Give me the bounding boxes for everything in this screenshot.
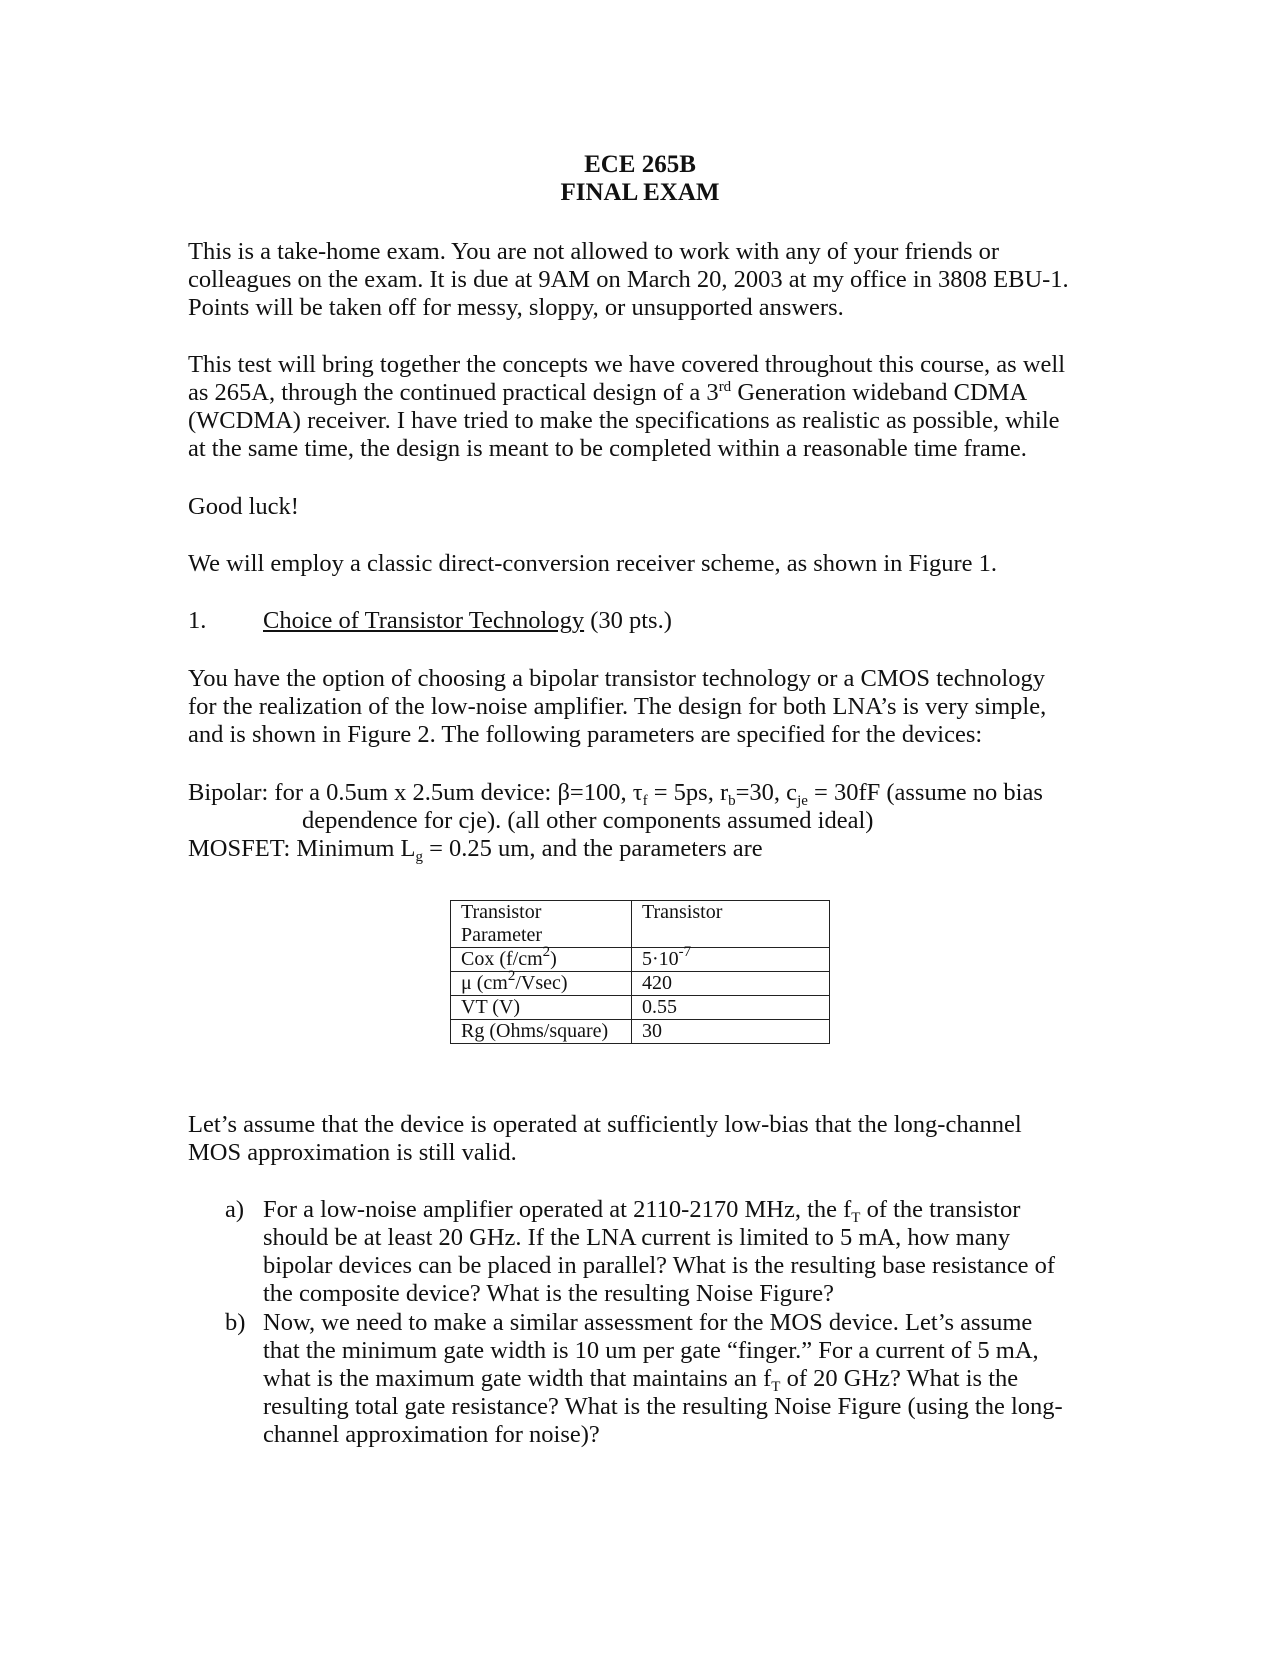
qb-l1: Now, we need to make a similar assessment for the MOS device. Let’s assume bbox=[263, 1309, 1033, 1336]
assume-line-1: Let’s assume that the device is operated at sufficiently low-bias that the long-channel bbox=[188, 1111, 1022, 1138]
scheme-sentence: We will employ a classic direct-conversion receiver scheme, as shown in Figure 1. bbox=[188, 550, 997, 577]
param-text: μ (cm bbox=[461, 972, 508, 994]
question-a-marker: a) bbox=[225, 1196, 245, 1223]
ft-subscript: T bbox=[771, 1379, 781, 1395]
param-cell: Rg (Ohms/square) bbox=[451, 1020, 632, 1044]
option-line-1: You have the option of choosing a bipolar transistor technology or a CMOS technology bbox=[188, 665, 1045, 692]
table-row bbox=[451, 972, 830, 996]
value-cell bbox=[632, 972, 830, 996]
header-param-text: Transistor Parameter bbox=[461, 901, 543, 946]
mosfet-spec bbox=[188, 834, 763, 863]
qb-l3b: of 20 GHz? What is the bbox=[780, 1365, 1019, 1392]
param-cell: VT (V) bbox=[451, 996, 632, 1020]
lg-subscript: g bbox=[415, 849, 423, 865]
question-b-line-5: channel approximation for noise)? bbox=[263, 1421, 600, 1448]
course-title: ECE 265B bbox=[584, 151, 696, 178]
rb-subscript: b bbox=[728, 793, 736, 809]
qb-l3a: what is the maximum gate width that maintains an f bbox=[263, 1365, 772, 1392]
question-b-line-2: that the minimum gate width is 10 um per gate “finger.” For a current of 5 mA, bbox=[263, 1337, 1039, 1364]
mosfet-b: = 0.25 um, and the parameters are bbox=[422, 835, 763, 862]
bipolar-c: =30, c bbox=[735, 779, 798, 806]
intro-line-3: Points will be taken off for messy, sloppy, or unsupported answers. bbox=[188, 294, 844, 321]
transistor-parameter-table bbox=[450, 900, 830, 1044]
table-header-param bbox=[451, 901, 632, 948]
ordinal-suffix: rd bbox=[718, 379, 732, 395]
section-1-points: (30 pts.) bbox=[584, 607, 672, 634]
mosfet-a: MOSFET: Minimum L bbox=[188, 835, 416, 862]
question-b-marker: b) bbox=[225, 1309, 246, 1336]
ft-subscript: T bbox=[851, 1210, 861, 1226]
value-cell bbox=[632, 944, 830, 972]
question-a-line-4: the composite device? What is the resulting Noise Figure? bbox=[263, 1280, 835, 1307]
assume-line-2: MOS approximation is still valid. bbox=[188, 1139, 517, 1166]
bipolar-d: = 30fF (assume no bias bbox=[807, 779, 1043, 806]
exam-title: FINAL EXAM bbox=[560, 179, 720, 206]
value-text: 5·10 bbox=[642, 948, 679, 970]
concepts-line-1: This test will bring together the concepts we have covered throughout this course, as well bbox=[188, 351, 1065, 378]
qa-l1b: of the transistor bbox=[860, 1196, 1021, 1223]
param-text: Cox (f/cm bbox=[461, 948, 543, 970]
question-b-line-1 bbox=[225, 1308, 1032, 1337]
bipolar-a: Bipolar: for a 0.5um x 2.5um device: β=100, τ bbox=[188, 779, 643, 806]
table-header-value: Transistor bbox=[632, 901, 830, 948]
param-end: /Vsec) bbox=[515, 972, 568, 994]
concepts-line-2-a: as 265A, through the continued practical design of a 3 bbox=[188, 379, 719, 406]
bipolar-line-1 bbox=[188, 778, 1043, 807]
value-cell: 30 bbox=[632, 1020, 830, 1044]
tau-subscript: f bbox=[642, 793, 648, 809]
param-sup: 2 bbox=[542, 944, 551, 960]
concepts-line-4: at the same time, the design is meant to be completed within a reasonable time frame. bbox=[188, 435, 1027, 462]
question-a-line-2: should be at least 20 GHz. If the LNA current is limited to 5 mA, how many bbox=[263, 1224, 1011, 1251]
section-1-title: Choice of Transistor Technology bbox=[263, 607, 585, 634]
param-cell bbox=[451, 944, 632, 972]
section-1-heading bbox=[263, 606, 672, 635]
bipolar-line-2: dependence for cje). (all other components assumed ideal) bbox=[302, 807, 874, 834]
table-row bbox=[451, 1020, 830, 1044]
table-row bbox=[451, 996, 830, 1020]
good-luck: Good luck! bbox=[188, 493, 299, 520]
param-sup: 2 bbox=[507, 968, 516, 984]
concepts-line-3: (WCDMA) receiver. I have tried to make the specifications as realistic as possible, while bbox=[188, 407, 1060, 434]
value-text: 420 bbox=[642, 972, 672, 994]
concepts-line-2 bbox=[188, 378, 1027, 407]
intro-line-1: This is a take-home exam. You are not allowed to work with any of your friends or bbox=[188, 238, 1000, 265]
option-line-3: and is shown in Figure 2. The following parameters are specified for the devices: bbox=[188, 721, 983, 748]
cje-subscript: je bbox=[797, 793, 808, 809]
param-cell bbox=[451, 968, 632, 996]
question-a-line-3: bipolar devices can be placed in parallel? What is the resulting base resistance of bbox=[263, 1252, 1056, 1279]
param-end: ) bbox=[550, 948, 557, 970]
question-b-line-3 bbox=[263, 1364, 1018, 1393]
question-a-line-1 bbox=[225, 1195, 1020, 1224]
value-cell: 0.55 bbox=[632, 996, 830, 1020]
bipolar-b: = 5ps, r bbox=[647, 779, 729, 806]
intro-line-2: colleagues on the exam. It is due at 9AM on March 20, 2003 at my office in 3808 EBU-1. bbox=[188, 266, 1069, 293]
option-line-2: for the realization of the low-noise amplifier. The design for both LNA’s is very simple, bbox=[188, 693, 1047, 720]
question-b-line-4: resulting total gate resistance? What is the resulting Noise Figure (using the long- bbox=[263, 1393, 1063, 1420]
section-1-number: 1. bbox=[188, 607, 207, 634]
qa-l1a: For a low-noise amplifier operated at 2110-2170 MHz, the f bbox=[263, 1196, 852, 1223]
table-header-row bbox=[451, 901, 830, 948]
concepts-line-2-b: Generation wideband CDMA bbox=[731, 379, 1028, 406]
value-sup: -7 bbox=[678, 944, 692, 960]
